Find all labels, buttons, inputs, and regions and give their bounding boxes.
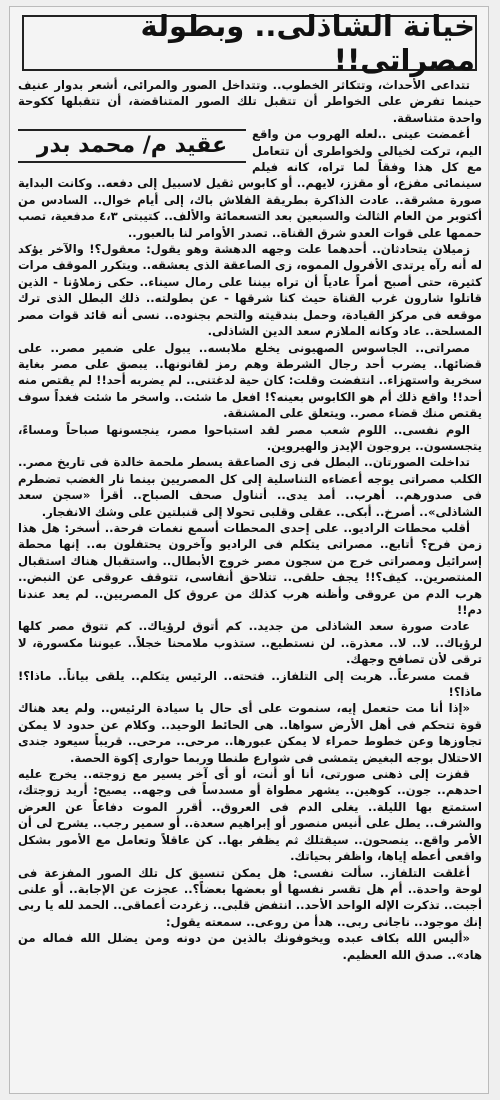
article-headline: خيانة الشاذلى.. وبطولة مصراتى!! xyxy=(22,15,477,71)
paragraph-text: أغمضت عينى ..لعله الهروب من واقع اليم، تركت لخيالى ولخواطرى أن تتعامل مع كل هذا وفقاً لما تراه، كانه فيلم سينمائى مفزع، أو مقزز، لايهم.. أو كابوس ثقيل لاسبيل إلى دفعه.. وكانت البداية صورة مشرقة.. عادت الذاكرة بطريقة الفلاش باك، إلى أيام خوال.. السادس من أكتوبر من العام الثالث والسبعين بعد التسعمائة والألف.. كتيبتى ٤،٣ مدفعية، تصب حممها على قوات العدو شرق القناة.. تصدر الأوامر لنا بالعبور.. xyxy=(18,127,482,240)
paragraph: مصراتى.. الجاسوس الصهيونى يخلع ملابسه.. يبول على ضمير مصر.. على قضائها.. يضرب أحد رجال الشرطة وهم رمز لقانونها.. يبصق على مصر بغاية سخرية واستهزاء.. انتفضت وقلت: كان حية لدغتنى.. لم يضربه أحد!! لم يقتص منه أحد!! واقع ذلك أم هو الكابوس بعينه؟! افعل ما شئت.. واسخر ما شئت فغداً سوف يقتص منك قضاء مصر.. ويتعلق على المشنقة. xyxy=(18,340,482,421)
paragraph: قمت مسرعاً.. هربت إلى التلفاز.. فتحته.. الرئيس يتكلم.. يلقى بياناً.. ماذا؟! ماذا؟! xyxy=(18,668,482,700)
paragraph: زميلان يتحادثان.. أحدهما علت وجهه الدهشة وهو يقول: معقول؟! والآخر يؤكد له أنه رآه يرتدى الأفرول المموه، زى الصاعقة الذى يعشقه.. ويتكرر الموقف مرات كثيرة، حتى أصبح أمراً عادياً أن تراه بيننا على رمال سيناء.. حكى زملاؤنا - الذين قاتلوا شارون غرب القناة حيث كنا شرقها - عن بطولته.. ذلك البطل الذى ترك موقعه فى مركز القيادة، وحمل بندقيته والتحم بجنوده.. نسى أنه قائد قوات مصر المسلحة.. عاد وكانه الملازم سعد الدين الشاذلى. xyxy=(18,242,482,339)
paragraph: الوم نفسى.. اللوم شعب مصر لقد استباحوا مصر، ينجسونها صباحاً ومساءً، يتجسسون.. يروجون الإيدز والهيروين. xyxy=(18,422,482,453)
paragraph: قفزت إلى ذهنى صورتى، أنا أو أنت، أو أى آخر يسير مع زوجته.. يخرج عليه احدهم.. جون.. كوهين.. يشهر مطواة أو مسدساً فى وجهه.. يصيح: أريد زوجتك، استمتع بها الليلة.. يغلى الدم فى العروق.. أقرر الموت دفاعاً عن العرض والشرف.. يطل على أنيس منصور أو إبراهيم سعدة.. أو سمير رجب.. يشرح لى أن الأمر واقع.. ينصحون.. سيقتلك ثم يظفر بها.. كن عاقلاً وتعامل مع الأمور بشكل واقعى أعطه إياها، واظفر بحياتك. xyxy=(18,767,482,864)
paragraph: تداخلت الصورتان.. البطل فى زى الصاعقة يسطر ملحمة خالدة فى تاريخ مصر.. الكلب مصراتى يوجه أعضاءه التناسلية إلى كل المصريين بينما نار الغضب تضطرم فى صدورهم.. أهرب.. أمد يدى.. أتناول صحف الصباح.. أقرأ «سجن سعد الشاذلى».. أصرخ.. أبكى.. عقلى وقلبى تحولا إلى قنبلتين على وشك الانفجار. xyxy=(18,455,482,519)
paragraph xyxy=(18,126,482,241)
paragraph: عادت صورة سعد الشاذلى من جديد.. كم أتوق لرؤياك.. كم تتوق مصر كلها لرؤياك.. لا.. لا.. معذرة.. لن نستطيع.. ستذوب ملامحنا خجلاً.. عيوننا مكسورة، لا ترقى لأن تصافح وجهك. xyxy=(18,619,482,667)
paragraph: أغلقت التلفاز.. سألت نفسى: هل يمكن تنسيق كل تلك الصور المفزعة فى لوحة واحدة.. أم هل تقسر نفسها أو بعضها بعضاً؟.. عجزت عن الإجابة.. أو علنى أجبت.. تذكرت الإله الواحد الأحد.. انتفض قلبى.. زغردت أعماقى.. الحمد لله يا ربى إنك موجود.. ناجانى ربى.. هدأ من روعى.. سمعته يقول: xyxy=(18,865,482,929)
paragraph: «إذا أنا مت حتعمل إيه، سنموت على أى حال يا سيادة الرئيس.. ولم يعد هناك قوة تتحكم فى أهل الأرض سواها.. هى الحائط الوحيد.. وكلام عن حدود لا يمكن تجاوزها وعن خطوط حمراء لا يمكن عبورها.. مرحى.. مرحى.. قريباً سيعود جندى الاحتلال بوجه البغيض يتمشى فى شوارع طنطا وربما حوارى إكوة الحصة. xyxy=(18,701,482,765)
paragraph: أقلب محطات الراديو.. على إحدى المحطات أسمع نغمات فرحة.. أسخر: هل هذا زمن فرح؟ أتابع.. مصراتى يتكلم فى الراديو وآخرون يحتفلون به.. إنها محطة إسرائيل ومصراتى خرج من سجون مصر خروج الأبطال.. واستقبال هناك استقبال المنتصرين.. كيف؟!! يجف حلقى.. تتلاحق أنفاسى، تتوقف عروقى عن النبض.. هرب الدم من عروقى وأظنه هرب كذلك من عروق كل المصريين.. لم يعد عندنا دم!! xyxy=(18,520,482,617)
paragraph: «أليس الله بكاف عبده ويخوفونك بالذين من دونه ومن يضلل الله فماله من هاد».. صدق الله العظيم. xyxy=(18,931,482,962)
author-byline: عقيد م/ محمد بدر xyxy=(18,129,246,163)
newspaper-clipping xyxy=(9,6,489,1094)
article-body xyxy=(18,77,482,1089)
paragraph: تتداعى الأحداث، وتتكاثر الخطوب.. وتتداخل الصور والمرائى، أشعر بدوار عنيف حينما تفرض على الخواطر أن تتقبل تلك الصور المتناقضة، أن تتقبلها ككوحة واحدة متناسقة. xyxy=(18,78,482,125)
